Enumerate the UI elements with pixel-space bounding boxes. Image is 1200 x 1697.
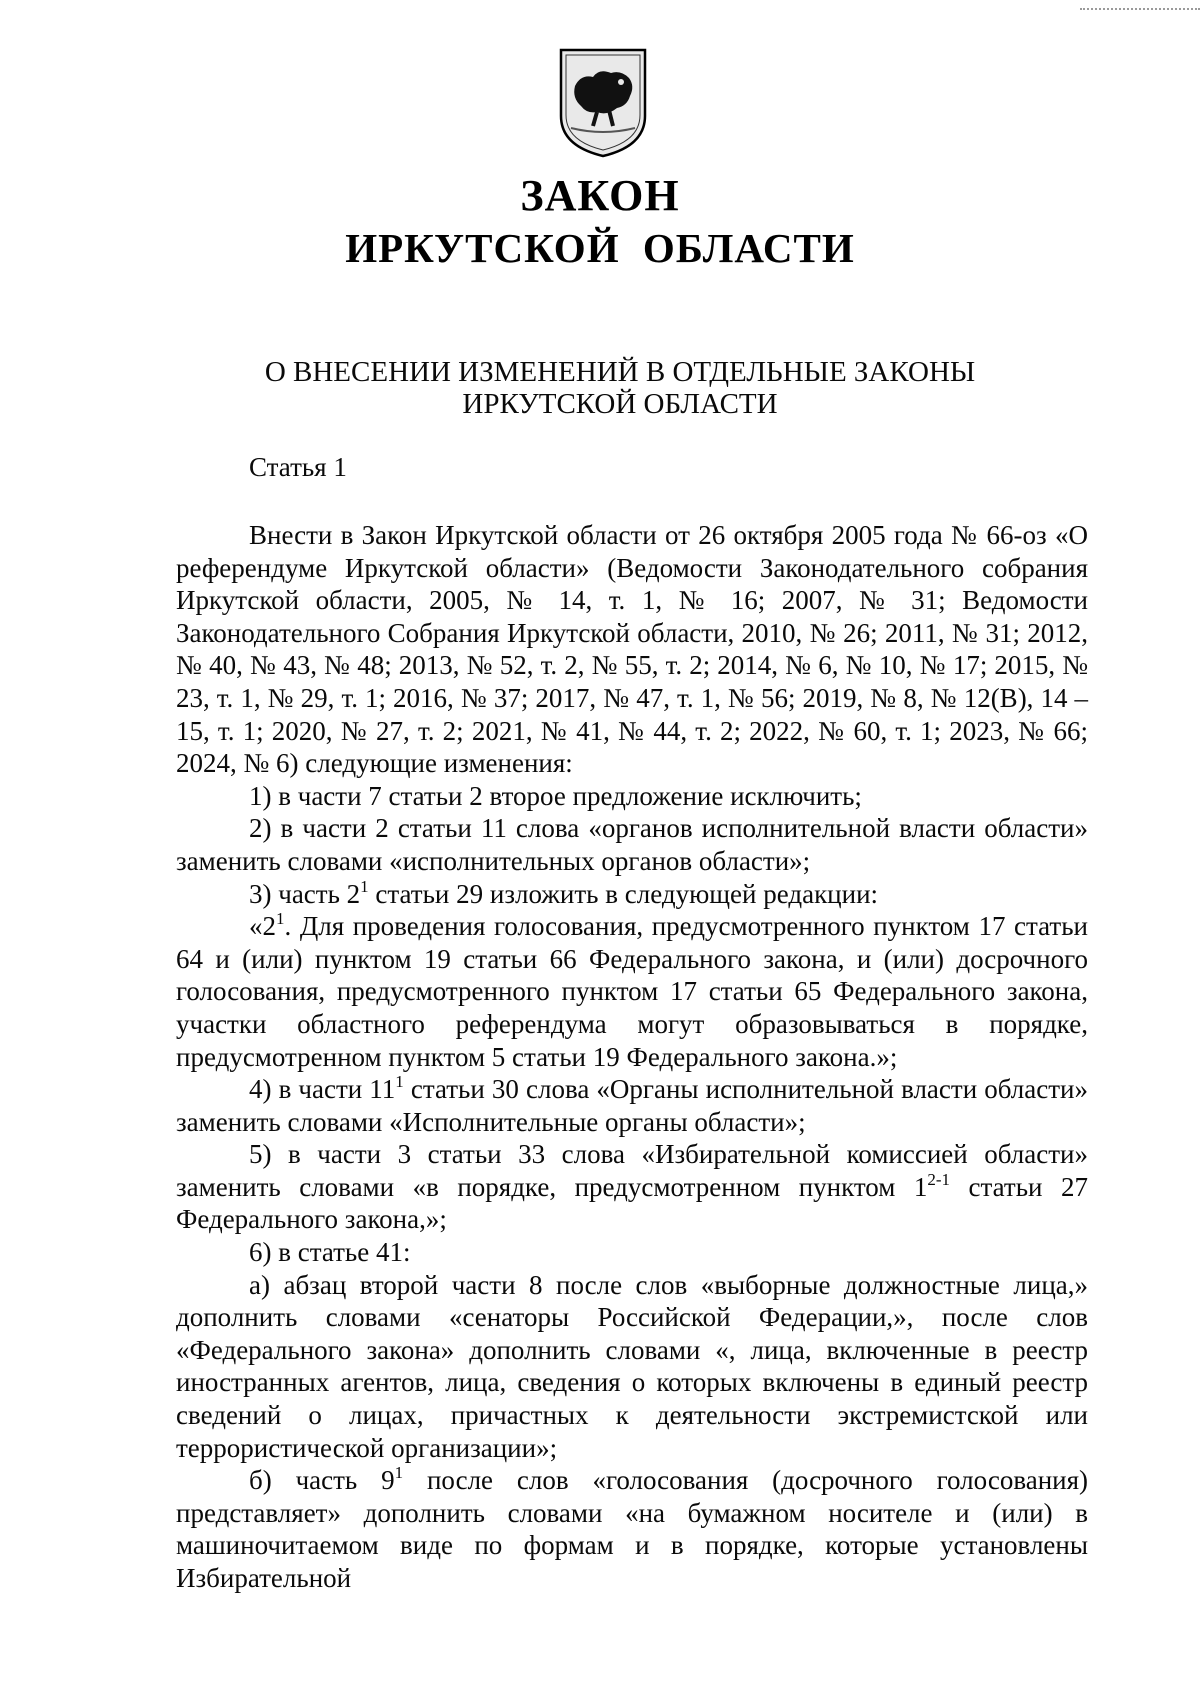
article-body [176,519,1088,1595]
law-subtitle [180,356,1060,420]
scan-edge-mark [1080,0,1200,10]
item-6b-text-start: б) часть 9 [249,1465,395,1496]
item-4-superscript: 1 [395,1072,404,1092]
amendment-item-4 [176,1073,1088,1138]
law-title: ЗАКОН [520,171,680,220]
intro-paragraph: Внести в Закон Иркутской области от 26 октября 2005 года № 66-оз «О референдуме Иркутской области» (Ведомости Законодательного собрания Иркутской области, 2005, № 14, т. 1, № 16; 2007, № 31; Ведомости Законодательного Собрания Иркутской области, 2010, № 26; 2011, № 31; 2012, № 40, № 43, № 48; 2013, № 52, т. 2, № 55, т. 2; 2014, № 6, № 10, № 17; 2015, № 23, т. 1, № 29, т. 1; 2016, № 37; 2017, № 47, т. 1, № 56; 2019, № 8, № 12(В), 14 – 15, т. 1; 2020, № 27, т. 2; 2021, № 41, № 44, т. 2; 2022, № 60, т. 1; 2023, № 66; 2024, № 6) следующие изменения: [176,520,1088,779]
quote-text-end: . Для проведения голосования, предусмотренного пунктом 17 статьи 64 и (или) пунктом 19 статьи 66 Федерального закона, и (или) досрочного голосования, предусмотренного пунктом 17 статьи 65 Федерального закона, участки областного референдума могут образовываться в порядке, предусмотренном пунктом 5 статьи 19 Федерального закона.»; [176,911,1088,1072]
item-3-text-start: 3) часть 2 [249,878,361,909]
amendment-item-6b [176,1464,1088,1594]
item-6b-superscript: 1 [394,1463,404,1483]
item-5-text-end: статьи 27 Федерального закона,»; [176,1171,1088,1235]
article-heading: Статья 1 [249,452,347,482]
coat-of-arms-emblem [557,46,649,160]
amendment-item-6: 6) в статье 41: [249,1237,411,1268]
item-3-superscript: 1 [360,876,369,896]
item-3-text-end: статьи 29 изложить в следующей редакции: [368,878,879,909]
subtitle-line-1: О ВНЕСЕНИИ ИЗМЕНЕНИЙ В ОТДЕЛЬНЫЕ ЗАКОНЫ [264,356,976,388]
quote-superscript: 1 [276,909,285,929]
subtitle-line-2: ИРКУТСКОЙ ОБЛАСТИ [462,388,778,420]
amendment-item-6a: а) абзац второй части 8 после слов «выборные должностные лица,» дополнить словами «сенаторы Российской Федерации,», после слов «Федерального закона» дополнить словами «, лица, включенные в реестр иностранных агентов, лица, сведения о которых включены в единый реестр сведений о лицах, причастных к деятельности экстремистской или террористической организации»; [176,1269,1088,1463]
quoted-new-wording [176,910,1088,1073]
amendment-item-5 [176,1138,1088,1236]
amendment-item-1: 1) в части 7 статьи 2 второе предложение исключить; [249,780,862,811]
region-title: ИРКУТСКОЙ ОБЛАСТИ [345,225,855,271]
amendment-item-3 [176,878,1088,911]
item-5-text-start: 5) в части 3 статьи 33 слова «Избирательной комиссией области» заменить словами «в порядке, предусмотренном пунктом 1 [176,1139,1088,1202]
item-4-text-start: 4) в части 11 [249,1074,396,1105]
item-5-superscript: 2-1 [927,1169,951,1189]
item-4-text-end: статьи 30 слова «Органы исполнительной власти области» заменить словами «Исполнительные органы области»; [176,1074,1088,1137]
item-6b-text-end: после слов «голосования (досрочного голосования) представляет» дополнить словами «на бумажном носителе и (или) в машиночитаемом виде по формам и в порядке, которые установлены Избирательной [176,1465,1088,1593]
quote-text-start: «2 [249,911,276,942]
amendment-item-2: 2) в части 2 статьи 11 слова «органов исполнительной власти области» заменить словами «исполнительных органов области»; [176,813,1088,876]
